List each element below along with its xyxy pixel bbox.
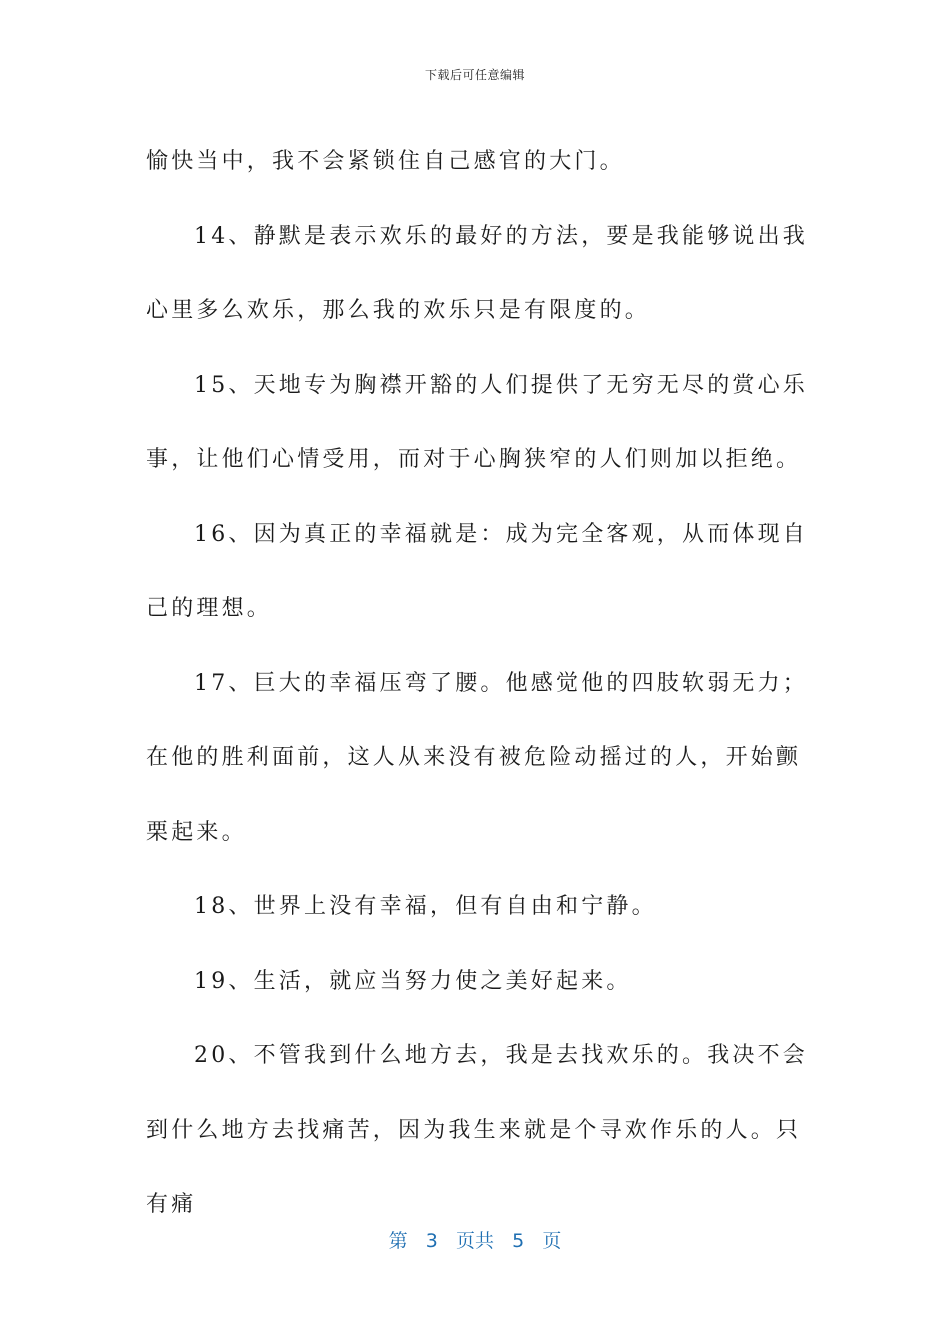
paragraph-continuation: 愉快当中，我不会紧锁住自己感官的大门。: [146, 149, 625, 174]
paragraph-16: 16、因为真正的幸福就是：成为完全客观，从而体现自己的理想。: [146, 521, 808, 621]
page-footer: [0, 1226, 950, 1253]
header-note: 下载后可任意编辑: [424, 68, 525, 82]
paragraph-20: 20、不管我到什么地方去，我是去找欢乐的。我决不会到什么地方去找痛苦，因为我生来就是个寻欢作乐的人。只有痛: [146, 1043, 808, 1217]
body-text: [146, 125, 816, 1243]
paragraph-17: 17、巨大的幸福压弯了腰。他感觉他的四肢软弱无力；在他的胜利面前，这人从来没有被危险动摇过的人，开始颤栗起来。: [146, 670, 808, 845]
paragraph-14: 14、静默是表示欢乐的最好的方法，要是我能够说出我心里多么欢乐，那么我的欢乐只是有限度的。: [146, 223, 808, 323]
footer-total-pages: 5: [512, 1230, 525, 1252]
paragraph-18: 18、世界上没有幸福，但有自由和宁静。: [194, 894, 657, 919]
footer-prefix: 第: [388, 1230, 408, 1252]
paragraph-15: 15、天地专为胸襟开豁的人们提供了无穷无尽的赏心乐事，让他们心情受用，而对于心胸狭窄的人们则加以拒绝。: [146, 372, 808, 472]
paragraph-19: 19、生活，就应当努力使之美好起来。: [194, 968, 632, 994]
footer-suffix: 页: [542, 1230, 562, 1252]
footer-current-page: 3: [425, 1230, 438, 1252]
footer-middle: 页共: [455, 1230, 494, 1252]
